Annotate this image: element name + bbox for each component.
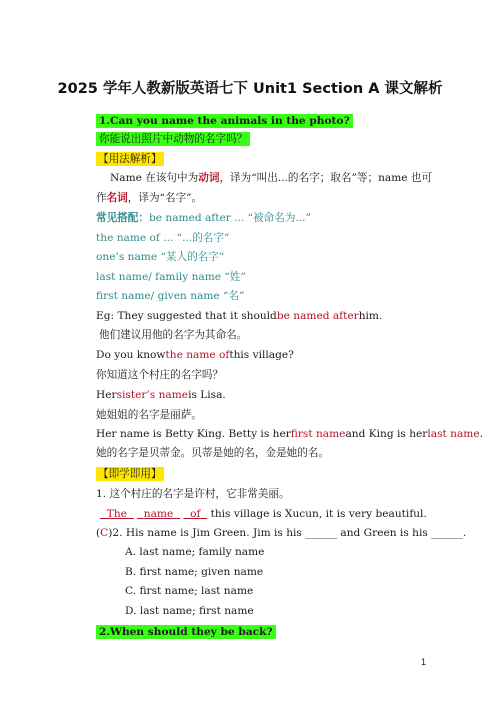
question-2-heading: 2.When should they be back?: [96, 625, 276, 639]
option-a: A. last name; family name: [125, 546, 265, 558]
collocations-line: 常见搭配：be named after ... “被命名为...”: [96, 212, 311, 224]
usage-paragraph-line-1: Name 在该句中为动词，译为“叫出...的名字；取名”等；name 也可: [110, 172, 433, 184]
collocation-item: the name of ... “...的名字”: [96, 232, 230, 244]
collocation-item: first name/ given name “名”: [96, 290, 245, 302]
option-d: D. last name; first name: [125, 605, 254, 617]
question-1-heading: 1.Can you name the animals in the photo?: [96, 114, 353, 128]
usage-label: 【用法解析】: [98, 153, 162, 165]
example-3: Hersister’s nameis Lisa.: [96, 389, 226, 401]
answer-blank: name: [143, 508, 174, 520]
example-1: Eg: They suggested that it shouldbe named afterhim.: [96, 310, 383, 322]
collocation-item: one’s name “某人的名字”: [96, 251, 225, 263]
example-3-translation: 她姐姐的名字是丽萨。: [96, 409, 202, 421]
option-b: B. first name; given name: [125, 566, 264, 578]
option-c: C. first name; last name: [125, 585, 254, 597]
example-1-translation: 他们建议用他的名字为其命名。: [99, 329, 248, 341]
example-2: Do you knowthe name ofthis village?: [96, 349, 294, 361]
practice-question-1-answer: The name of this village is Xucun, it is very beautiful.: [106, 508, 427, 520]
question-1-translation: 你能说出照片中动物的名字吗？: [96, 132, 250, 146]
example-2-translation: 你知道这个村庄的名字吗？: [96, 369, 224, 381]
example-4-translation: 她的名字是贝蒂金。贝蒂是她的名，金是她的名。: [96, 447, 330, 459]
practice-question-1: 1. 这个村庄的名字是许村，它非常美丽。: [96, 488, 290, 500]
page-number: 1: [421, 657, 427, 667]
answer-choice: C: [100, 527, 109, 539]
page-title: 2025 学年人教新版英语七下 Unit1 Section A 课文解析: [57, 81, 443, 97]
practice-question-2: (C)2. His name is Jim Green. Jim is his ______ and Green is his ______.: [96, 527, 467, 539]
answer-blank: of: [190, 508, 201, 520]
practice-label: 【即学即用】: [98, 468, 162, 480]
example-4: Her name is Betty King. Betty is herfirst nameand King is herlast name.: [96, 428, 483, 440]
usage-paragraph-line-2: 作名词，译为“名字”。: [96, 192, 203, 204]
collocation-item: last name/ family name “姓”: [96, 271, 246, 283]
answer-blank: The: [106, 508, 127, 520]
